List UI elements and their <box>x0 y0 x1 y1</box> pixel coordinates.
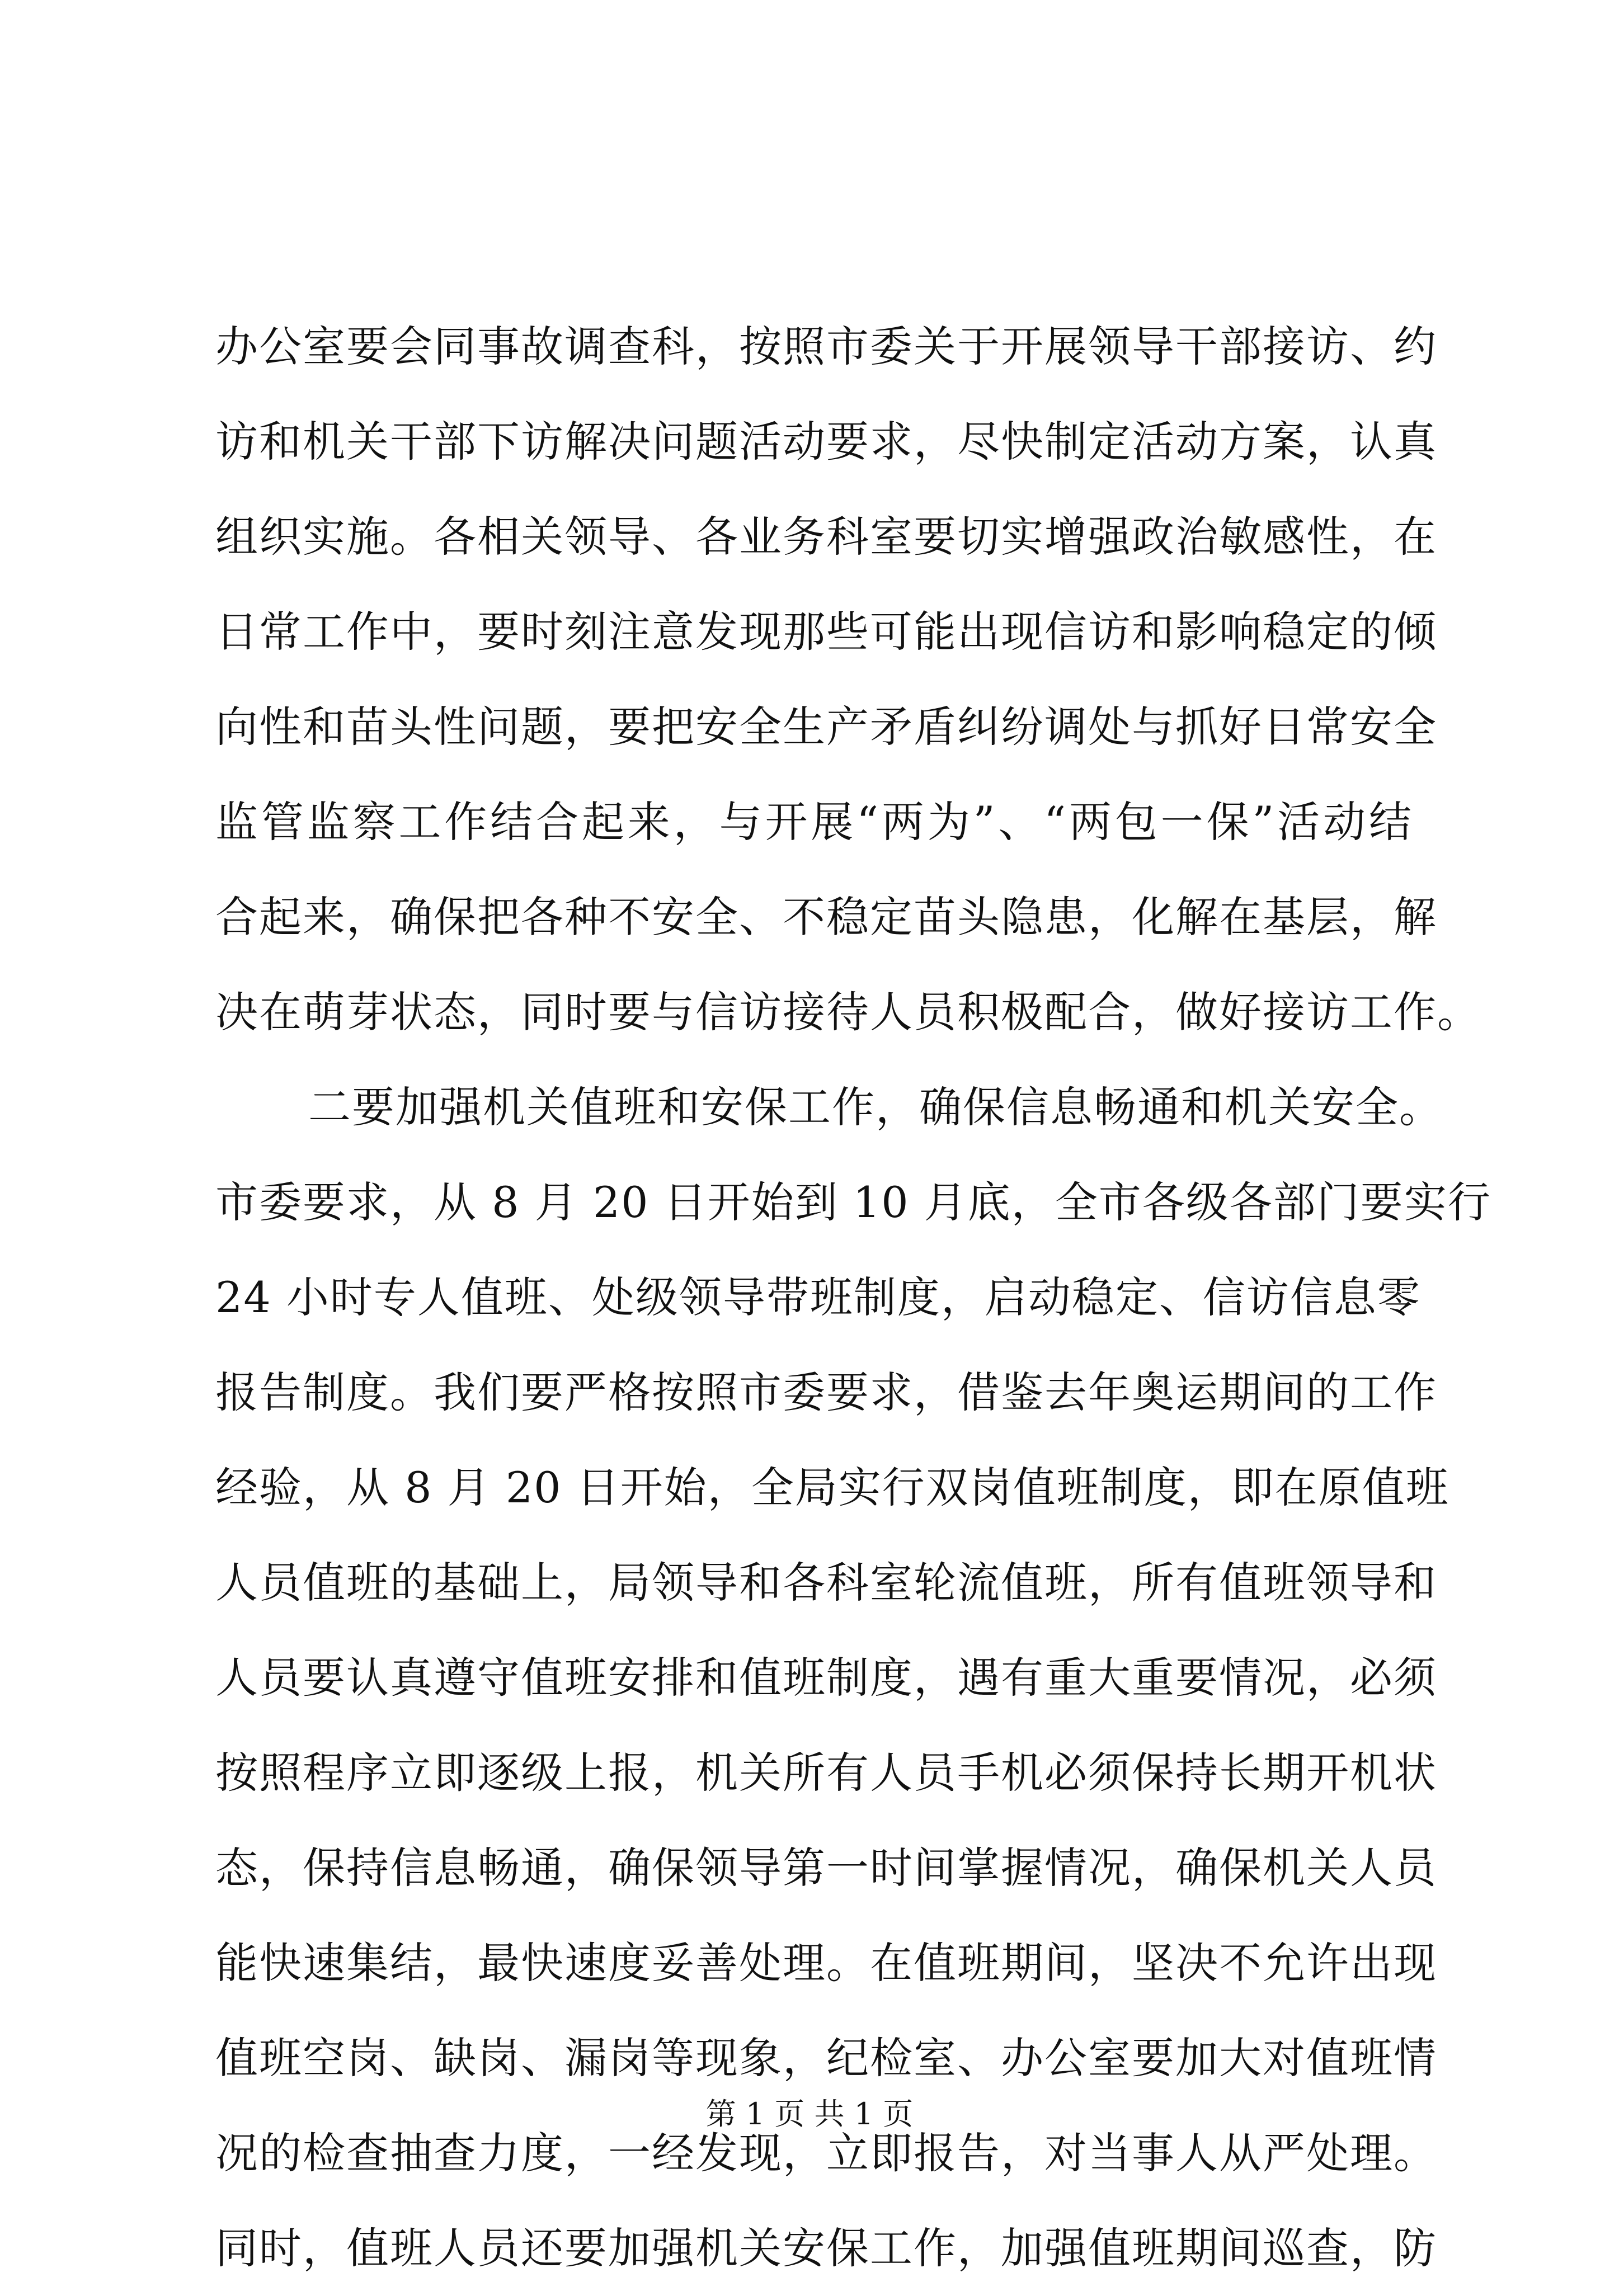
text-line: 同时，值班人员还要加强机关安保工作，加强值班期间巡查，防 <box>215 2223 1437 2273</box>
text-line: 向性和苗头性问题，要把安全生产矛盾纠纷调处与抓好日常安全 <box>215 702 1437 752</box>
text-line: 经验，从 8 月 20 日开始，全局实行双岗值班制度，即在原值班 <box>215 1463 1449 1512</box>
text-line: 决在萌芽状态，同时要与信访接待人员积极配合，做好接访工作。 <box>215 987 1481 1037</box>
text-line: 按照程序立即逐级上报，机关所有人员手机必须保持长期开机状 <box>215 1748 1437 1798</box>
text-line: 监管监察工作结合起来，与开展“两为”、“两包一保”活动结 <box>215 797 1413 847</box>
body-text <box>215 299 1491 2296</box>
text-line: 办公室要会同事故调查科，按照市委关于开展领导干部接访、约 <box>215 322 1437 371</box>
text-line: 访和机关干部下访解决问题活动要求，尽快制定活动方案，认真 <box>215 417 1437 466</box>
text-line: 能快速集结，最快速度妥善处理。在值班期间，坚决不允许出现 <box>215 1938 1437 1988</box>
text-line: 况的检查抽查力度，一经发现，立即报告，对当事人从严处理。 <box>215 2128 1437 2178</box>
text-line: 日常工作中，要时刻注意发现那些可能出现信访和影响稳定的倾 <box>215 607 1437 657</box>
text-line: 态，保持信息畅通，确保领导第一时间掌握情况，确保机关人员 <box>215 1843 1437 1893</box>
text-line: 人员值班的基础上，局领导和各科室轮流值班，所有值班领导和 <box>215 1558 1437 1607</box>
page-number: 第 1 页 共 1 页 <box>705 2096 914 2132</box>
text-line: 合起来，确保把各种不安全、不稳定苗头隐患，化解在基层，解 <box>215 892 1437 942</box>
text-line: 市委要求，从 8 月 20 日开始到 10 月底，全市各级各部门要实行 <box>215 1177 1491 1227</box>
text-line: 人员要认真遵守值班安排和值班制度，遇有重大重要情况，必须 <box>215 1653 1437 1703</box>
text-line: 组织实施。各相关领导、各业务科室要切实增强政治敏感性，在 <box>215 512 1437 562</box>
text-line: 值班空岗、缺岗、漏岗等现象，纪检室、办公室要加大对值班情 <box>215 2033 1437 2083</box>
text-line: 24 小时专人值班、处级领导带班制度，启动稳定、信访信息零 <box>215 1272 1421 1322</box>
text-line: 报告制度。我们要严格按照市委要求，借鉴去年奥运期间的工作 <box>215 1368 1437 1417</box>
paragraph-first-line: 二要加强机关值班和安保工作，确保信息畅通和机关安全。 <box>308 1082 1443 1132</box>
